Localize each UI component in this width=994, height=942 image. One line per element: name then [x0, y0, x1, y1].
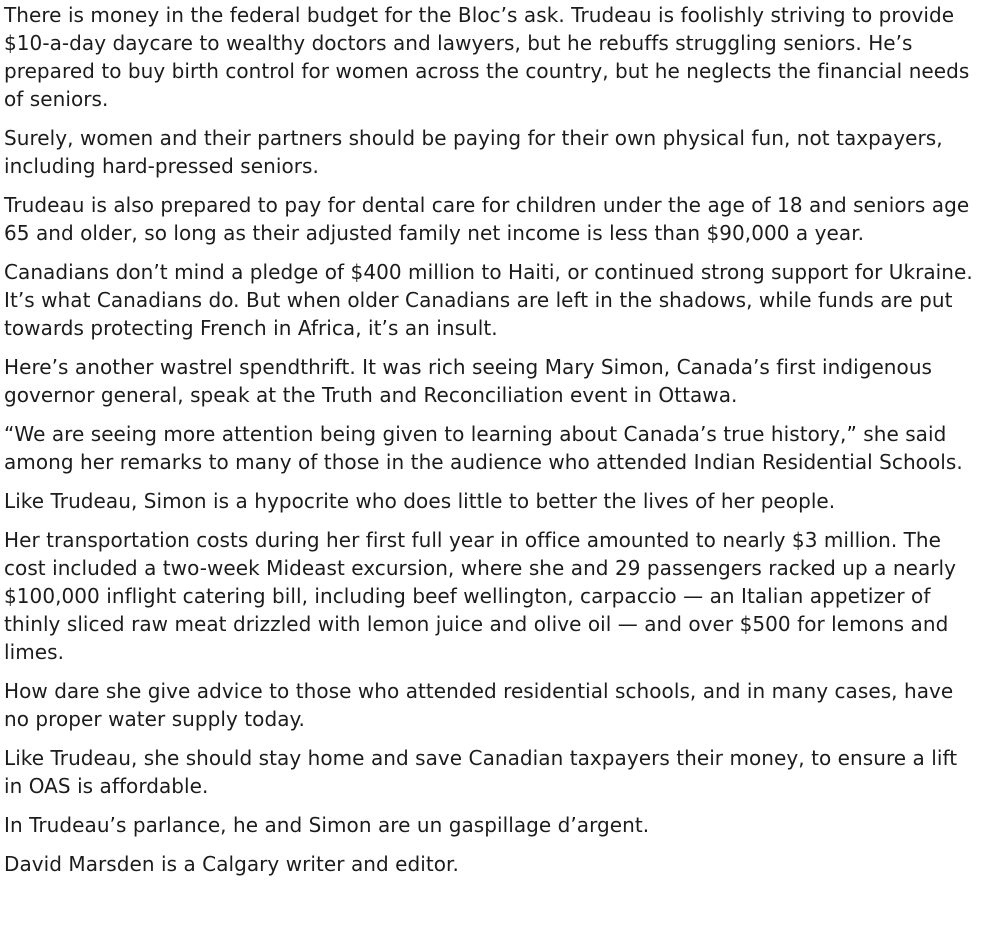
paragraph-4: Canadians don’t mind a pledge of $400 million to Haiti, or continued strong support for Ukraine. It’s what Canadians do. But when older Canadians are left in the shadows, while funds are put towards protecting French in Africa, it’s an insult. — [4, 260, 973, 340]
author-bio: David Marsden is a Calgary writer and editor. — [4, 852, 459, 876]
paragraph-10: Like Trudeau, she should stay home and save Canadian taxpayers their money, to ensure a lift in OAS is affordable. — [4, 746, 958, 798]
paragraph-6: “We are seeing more attention being given to learning about Canada’s true history,” she said among her remarks to many of those in the audience who attended Indian Residential Schools. — [4, 422, 963, 474]
paragraph-5: Here’s another wastrel spendthrift. It was rich seeing Mary Simon, Canada’s first indigenous governor general, speak at the Truth and Reconciliation event in Ottawa. — [4, 355, 933, 407]
paragraph-11: In Trudeau’s parlance, he and Simon are un gaspillage d’argent. — [4, 813, 650, 837]
paragraph-9: How dare she give advice to those who attended residential schools, and in many cases, have no proper water supply today. — [4, 679, 954, 731]
paragraph-8: Her transportation costs during her first full year in office amounted to nearly $3 million. The cost included a two-week Mideast excursion, where she and 29 passengers racked up a nearly $100,000 inflight catering bill, including beef wellington, carpaccio — an Italian appetizer of thinly sliced raw meat drizzled with lemon juice and olive oil — and over $500 for lemons and limes. — [4, 528, 957, 664]
paragraph-7: Like Trudeau, Simon is a hypocrite who does little to better the lives of her people. — [4, 489, 836, 513]
paragraph-2: Surely, women and their partners should be paying for their own physical fun, not taxpayers, including hard-pressed seniors. — [4, 126, 943, 178]
paragraph-1: There is money in the federal budget for the Bloc’s ask. Trudeau is foolishly striving to provide $10-a-day daycare to wealthy doctors and lawyers, but he rebuffs struggling seniors. He’s prepared to buy birth control for women across the country, but he neglects the financial needs of seniors. — [4, 3, 970, 111]
paragraph-3: Trudeau is also prepared to pay for dental care for children under the age of 18 and seniors age 65 and older, so long as their adjusted family net income is less than $90,000 a year. — [4, 193, 970, 245]
